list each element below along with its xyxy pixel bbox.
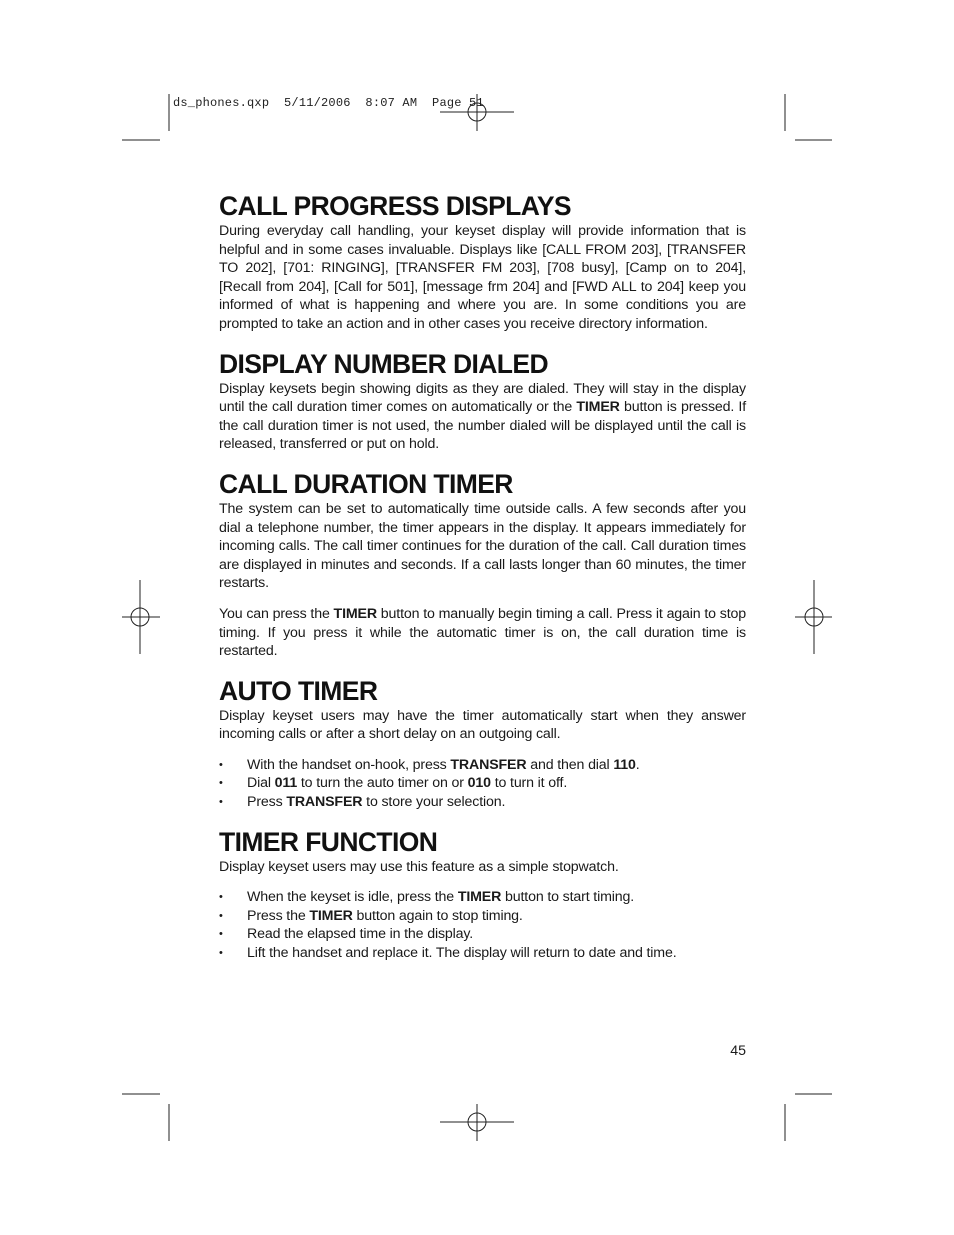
para-call-duration-2 bbox=[219, 605, 746, 661]
list-item bbox=[219, 793, 746, 812]
bullet-icon: • bbox=[219, 891, 223, 904]
text-run: Lift the handset and replace it. The display will return to date and time. bbox=[247, 945, 677, 962]
bullet-icon: • bbox=[219, 758, 223, 771]
key-label: 010 bbox=[467, 775, 491, 792]
page-number: 45 bbox=[730, 1043, 746, 1059]
text-run: button is pressed. If the call duration timer is not used, the number dialed will be displayed until the call is released, transferred or put on hold. bbox=[219, 399, 746, 453]
section-display-number-dialed bbox=[219, 348, 746, 454]
para-call-duration-1: The system can be set to automatically time outside calls. A few seconds after you dial a telephone number, the timer appears in the display. It appears immediately for incoming calls. The call timer continues for the duration of the call. Call duration times are displayed in minutes and seconds. If a call lasts longer than 60 minutes, the timer restarts. bbox=[219, 500, 746, 592]
timer-keyword: TIMER bbox=[333, 605, 377, 622]
key-label: 011 bbox=[274, 775, 298, 792]
auto-timer-steps bbox=[219, 756, 746, 812]
key-label: TIMER bbox=[457, 889, 502, 906]
list-item bbox=[219, 925, 746, 944]
page-content bbox=[219, 190, 746, 977]
timer-function-steps bbox=[219, 888, 746, 962]
text-run: With the handset on-hook, press bbox=[247, 756, 451, 773]
list-item bbox=[219, 944, 746, 963]
heading-call-progress-displays: CALL PROGRESS DISPLAYS bbox=[219, 191, 571, 221]
list-item bbox=[219, 756, 746, 775]
key-label: TRANSFER bbox=[450, 756, 527, 773]
text-run: Press the bbox=[247, 907, 310, 924]
text-run: and then dial bbox=[526, 756, 614, 773]
key-label: TRANSFER bbox=[286, 794, 363, 811]
bullet-icon: • bbox=[219, 909, 223, 922]
timer-keyword: TIMER bbox=[576, 399, 620, 416]
section-auto-timer bbox=[219, 675, 746, 812]
text-run: button to start timing. bbox=[501, 889, 635, 906]
list-item bbox=[219, 888, 746, 907]
bullet-icon: • bbox=[219, 928, 223, 941]
para-timer-function: Display keyset users may use this feature as a simple stopwatch. bbox=[219, 858, 619, 875]
para-call-progress: During everyday call handling, your keyset display will provide information that is helpful and in some cases invaluable. Displays like [CALL FROM 203], [TRANSFER TO 202], [701: RINGING], [TRANSFER FM 203], [708 busy], [Camp on to 204], [Recall from 204], [Call for 501], [message frm 204] and [FWD ALL to 204] keep you informed of what is happening and where you are. In some conditions you are prompted to take an action and in other cases you receive directory information. bbox=[219, 223, 746, 332]
heading-display-number-dialed: DISPLAY NUMBER DIALED bbox=[219, 348, 549, 379]
section-timer-function bbox=[219, 826, 746, 963]
key-label: 110 bbox=[613, 756, 636, 773]
para-auto-timer: Display keyset users may have the timer automatically start when they answer incoming calls or after a short delay on an outgoing call. bbox=[219, 707, 746, 743]
text-run: button to manually begin timing a call. Press it again to stop timing. If you press it while the automatic timer is on, the call duration time is restarted. bbox=[219, 605, 746, 660]
para-display-number bbox=[219, 380, 746, 454]
list-item bbox=[219, 774, 746, 793]
key-label: TIMER bbox=[309, 907, 353, 924]
text-run: You can press the bbox=[219, 605, 334, 622]
heading-timer-function: TIMER FUNCTION bbox=[219, 826, 438, 857]
bullet-icon: • bbox=[219, 777, 223, 790]
heading-auto-timer: AUTO TIMER bbox=[219, 675, 378, 706]
text-run: to store your selection. bbox=[362, 794, 506, 811]
text-run: Read the elapsed time in the display. bbox=[247, 926, 474, 943]
text-run: to turn it off. bbox=[490, 775, 568, 792]
file-slug: ds_phones.qxp 5/11/2006 8:07 AM Page 51 bbox=[173, 96, 484, 110]
text-run: Dial bbox=[247, 775, 275, 792]
heading-call-duration-timer: CALL DURATION TIMER bbox=[219, 468, 513, 499]
section-call-duration-timer bbox=[219, 468, 746, 661]
text-run: When the keyset is idle, press the bbox=[247, 889, 458, 906]
text-run: button again to stop timing. bbox=[352, 907, 523, 924]
section-call-progress bbox=[219, 190, 746, 334]
list-item bbox=[219, 907, 746, 926]
text-run: to turn the auto timer on or bbox=[297, 775, 468, 792]
text-run: Press bbox=[247, 794, 287, 811]
text-run: . bbox=[635, 756, 640, 773]
bullet-icon: • bbox=[219, 947, 223, 960]
bullet-icon: • bbox=[219, 796, 223, 809]
text-run: Display keysets begin showing digits as they are dialed. They will stay in the display until the call duration timer comes on automatically or the bbox=[219, 380, 746, 416]
